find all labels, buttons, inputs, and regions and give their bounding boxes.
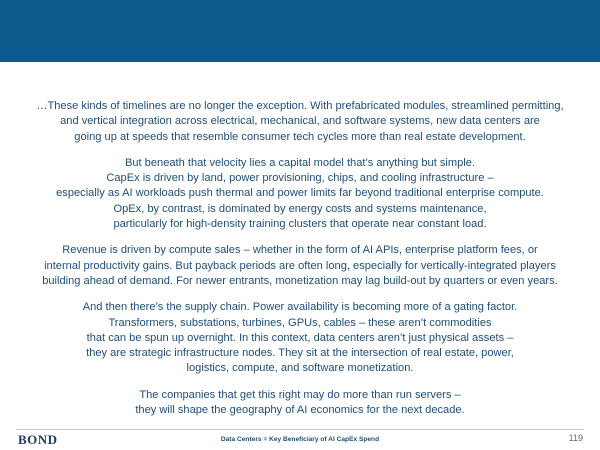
text-line: And then there’s the supply chain. Power availability is becoming more of a gating factor.	[82, 301, 518, 314]
text-line: But beneath that velocity lies a capital model that’s anything but simple.	[124, 156, 476, 169]
text-line: that can be spun up overnight. In this context, data centers aren’t just physical assets –	[86, 331, 514, 344]
page-number: 119	[568, 433, 583, 443]
text-line: they are strategic infrastructure nodes. They sit at the intersection of real estate, power,	[86, 347, 514, 360]
paragraph-capital-model	[18, 156, 582, 232]
bond-logo: BOND	[18, 432, 58, 447]
footer-caption: Data Centers = Key Beneficiary of AI CapEx Spend	[220, 436, 380, 443]
text-line: logistics, compute, and software monetization.	[186, 362, 414, 375]
body-text	[18, 99, 582, 429]
text-line: CapEx is driven by land, power provisioning, chips, and cooling infrastructure –	[106, 172, 494, 185]
text-line: they will shape the geography of AI economics for the next decade.	[135, 404, 465, 417]
text-line: particularly for high-density training clusters that operate near constant load.	[113, 218, 487, 231]
text-line: The companies that get this right may do more than run servers –	[139, 388, 461, 401]
paragraph-revenue	[18, 243, 582, 289]
text-line: OpEx, by contrast, is dominated by energy costs and systems maintenance,	[113, 202, 487, 215]
paragraph-timelines	[18, 99, 582, 145]
text-line: building ahead of demand. For newer entrants, monetization may lag build-out by quarters or even years.	[42, 274, 558, 287]
text-line: Revenue is driven by compute sales – whether in the form of AI APIs, enterprise platform fees, or	[62, 244, 538, 257]
text-line: going up at speeds that resemble consumer tech cycles more than real estate development.	[74, 130, 526, 143]
text-line: Transformers, substations, turbines, GPUs, cables – these aren’t commodities	[108, 316, 492, 329]
text-line: and vertical integration across electrical, mechanical, and software systems, new data centers are	[60, 115, 540, 128]
footer-divider	[16, 429, 584, 430]
top-banner	[0, 0, 600, 62]
text-line: internal productivity gains. But payback periods are often long, especially for vertically-integrated players	[44, 259, 556, 272]
text-line: …These kinds of timelines are no longer the exception. With prefabricated modules, streamlined permitting,	[36, 100, 564, 112]
text-line: especially as AI workloads push thermal and power limits far beyond traditional enterprise compute.	[56, 187, 544, 200]
paragraph-supply-chain	[18, 300, 582, 376]
paragraph-conclusion	[18, 388, 582, 419]
